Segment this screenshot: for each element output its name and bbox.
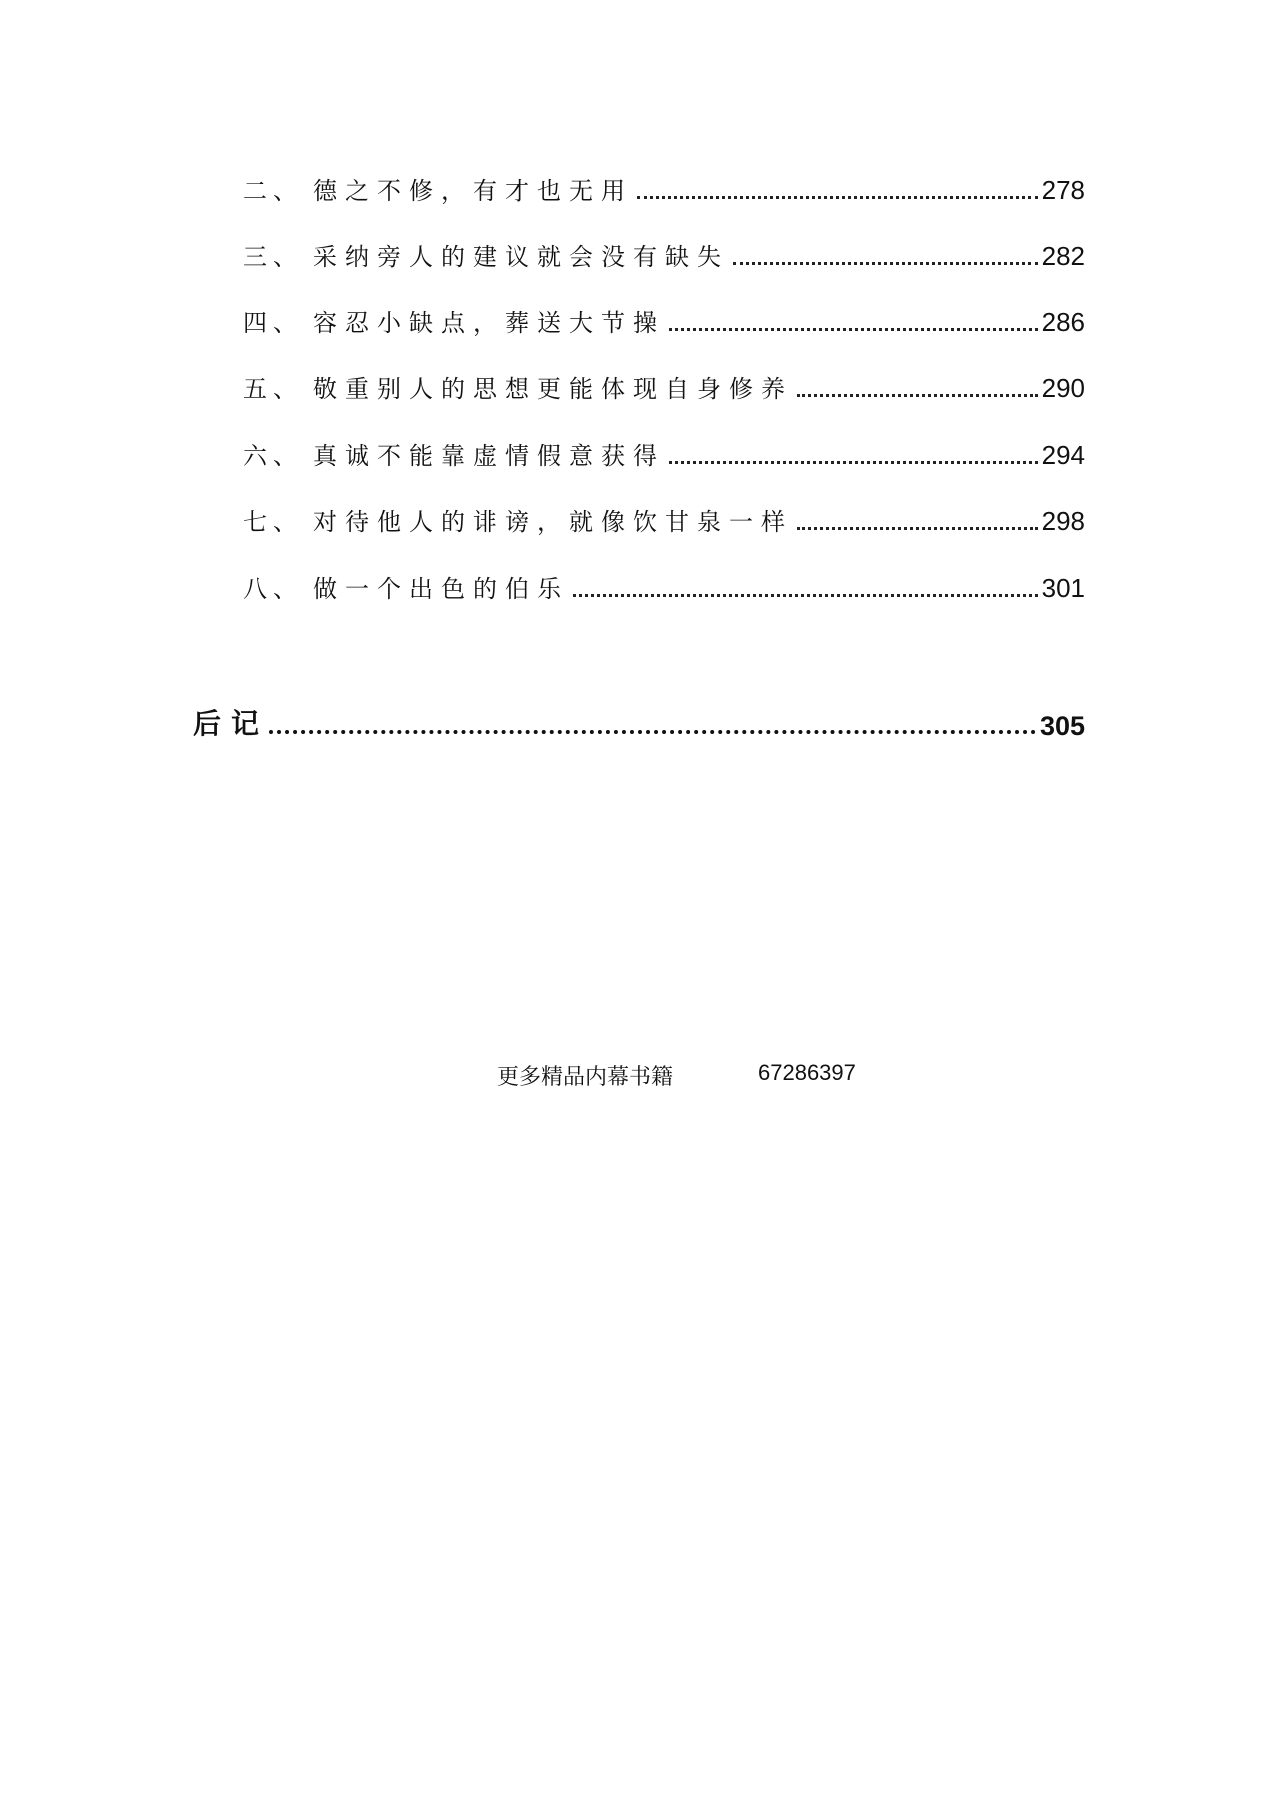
- toc-afterword-entry[interactable]: [193, 698, 1085, 742]
- toc-entry-number: 二、: [243, 177, 303, 205]
- toc-entry-number: 六、: [243, 442, 303, 470]
- dot-leader: [637, 196, 1038, 199]
- footer-text: 更多精品内幕书籍: [497, 1064, 674, 1089]
- toc-entry-title: 做一个出色的伯乐: [313, 575, 569, 603]
- afterword-page: 305: [1039, 711, 1085, 741]
- toc-entry-number: 四、: [243, 309, 303, 337]
- toc-entry[interactable]: [243, 166, 1085, 206]
- dot-leader: [733, 262, 1038, 265]
- dot-leader: [269, 730, 1036, 734]
- toc-entry-title: 采纳旁人的建议就会没有缺失: [313, 243, 729, 271]
- toc-entry[interactable]: [243, 431, 1085, 471]
- toc-entry-page: 290: [1041, 373, 1085, 403]
- toc-entry-page: 301: [1041, 573, 1085, 603]
- toc-entry-number: 八、: [243, 575, 303, 603]
- toc-entry-page: 298: [1041, 506, 1085, 536]
- toc-entry-number: 三、: [243, 243, 303, 271]
- footer-code: 67286397: [758, 1060, 856, 1085]
- dot-leader: [797, 527, 1038, 530]
- toc-entry-number: 七、: [243, 508, 303, 536]
- dot-leader: [573, 594, 1038, 597]
- toc-entry[interactable]: [243, 232, 1085, 272]
- dot-leader: [669, 328, 1038, 331]
- toc-entry-title: 真诚不能靠虚情假意获得: [313, 442, 665, 470]
- toc-entry[interactable]: [243, 364, 1085, 404]
- toc-entry-page: 278: [1041, 175, 1085, 205]
- toc-entry-page: 294: [1041, 440, 1085, 470]
- toc-entry-title: 敬重别人的思想更能体现自身修养: [313, 375, 793, 403]
- toc-entry-page: 286: [1041, 307, 1085, 337]
- footer-note: [0, 1060, 1273, 1100]
- toc-entry-title: 容忍小缺点，葬送大节操: [313, 309, 665, 337]
- toc-entry-title: 德之不修，有才也无用: [313, 177, 633, 205]
- toc-entry-number: 五、: [243, 375, 303, 403]
- toc-entry[interactable]: [243, 298, 1085, 338]
- toc-entry[interactable]: [243, 497, 1085, 537]
- toc-entry[interactable]: [243, 564, 1085, 604]
- dot-leader: [797, 394, 1038, 397]
- toc-entry-title: 对待他人的诽谤，就像饮甘泉一样: [313, 508, 793, 536]
- toc-entry-page: 282: [1041, 241, 1085, 271]
- afterword-title: 后记: [193, 708, 270, 739]
- dot-leader: [669, 461, 1038, 464]
